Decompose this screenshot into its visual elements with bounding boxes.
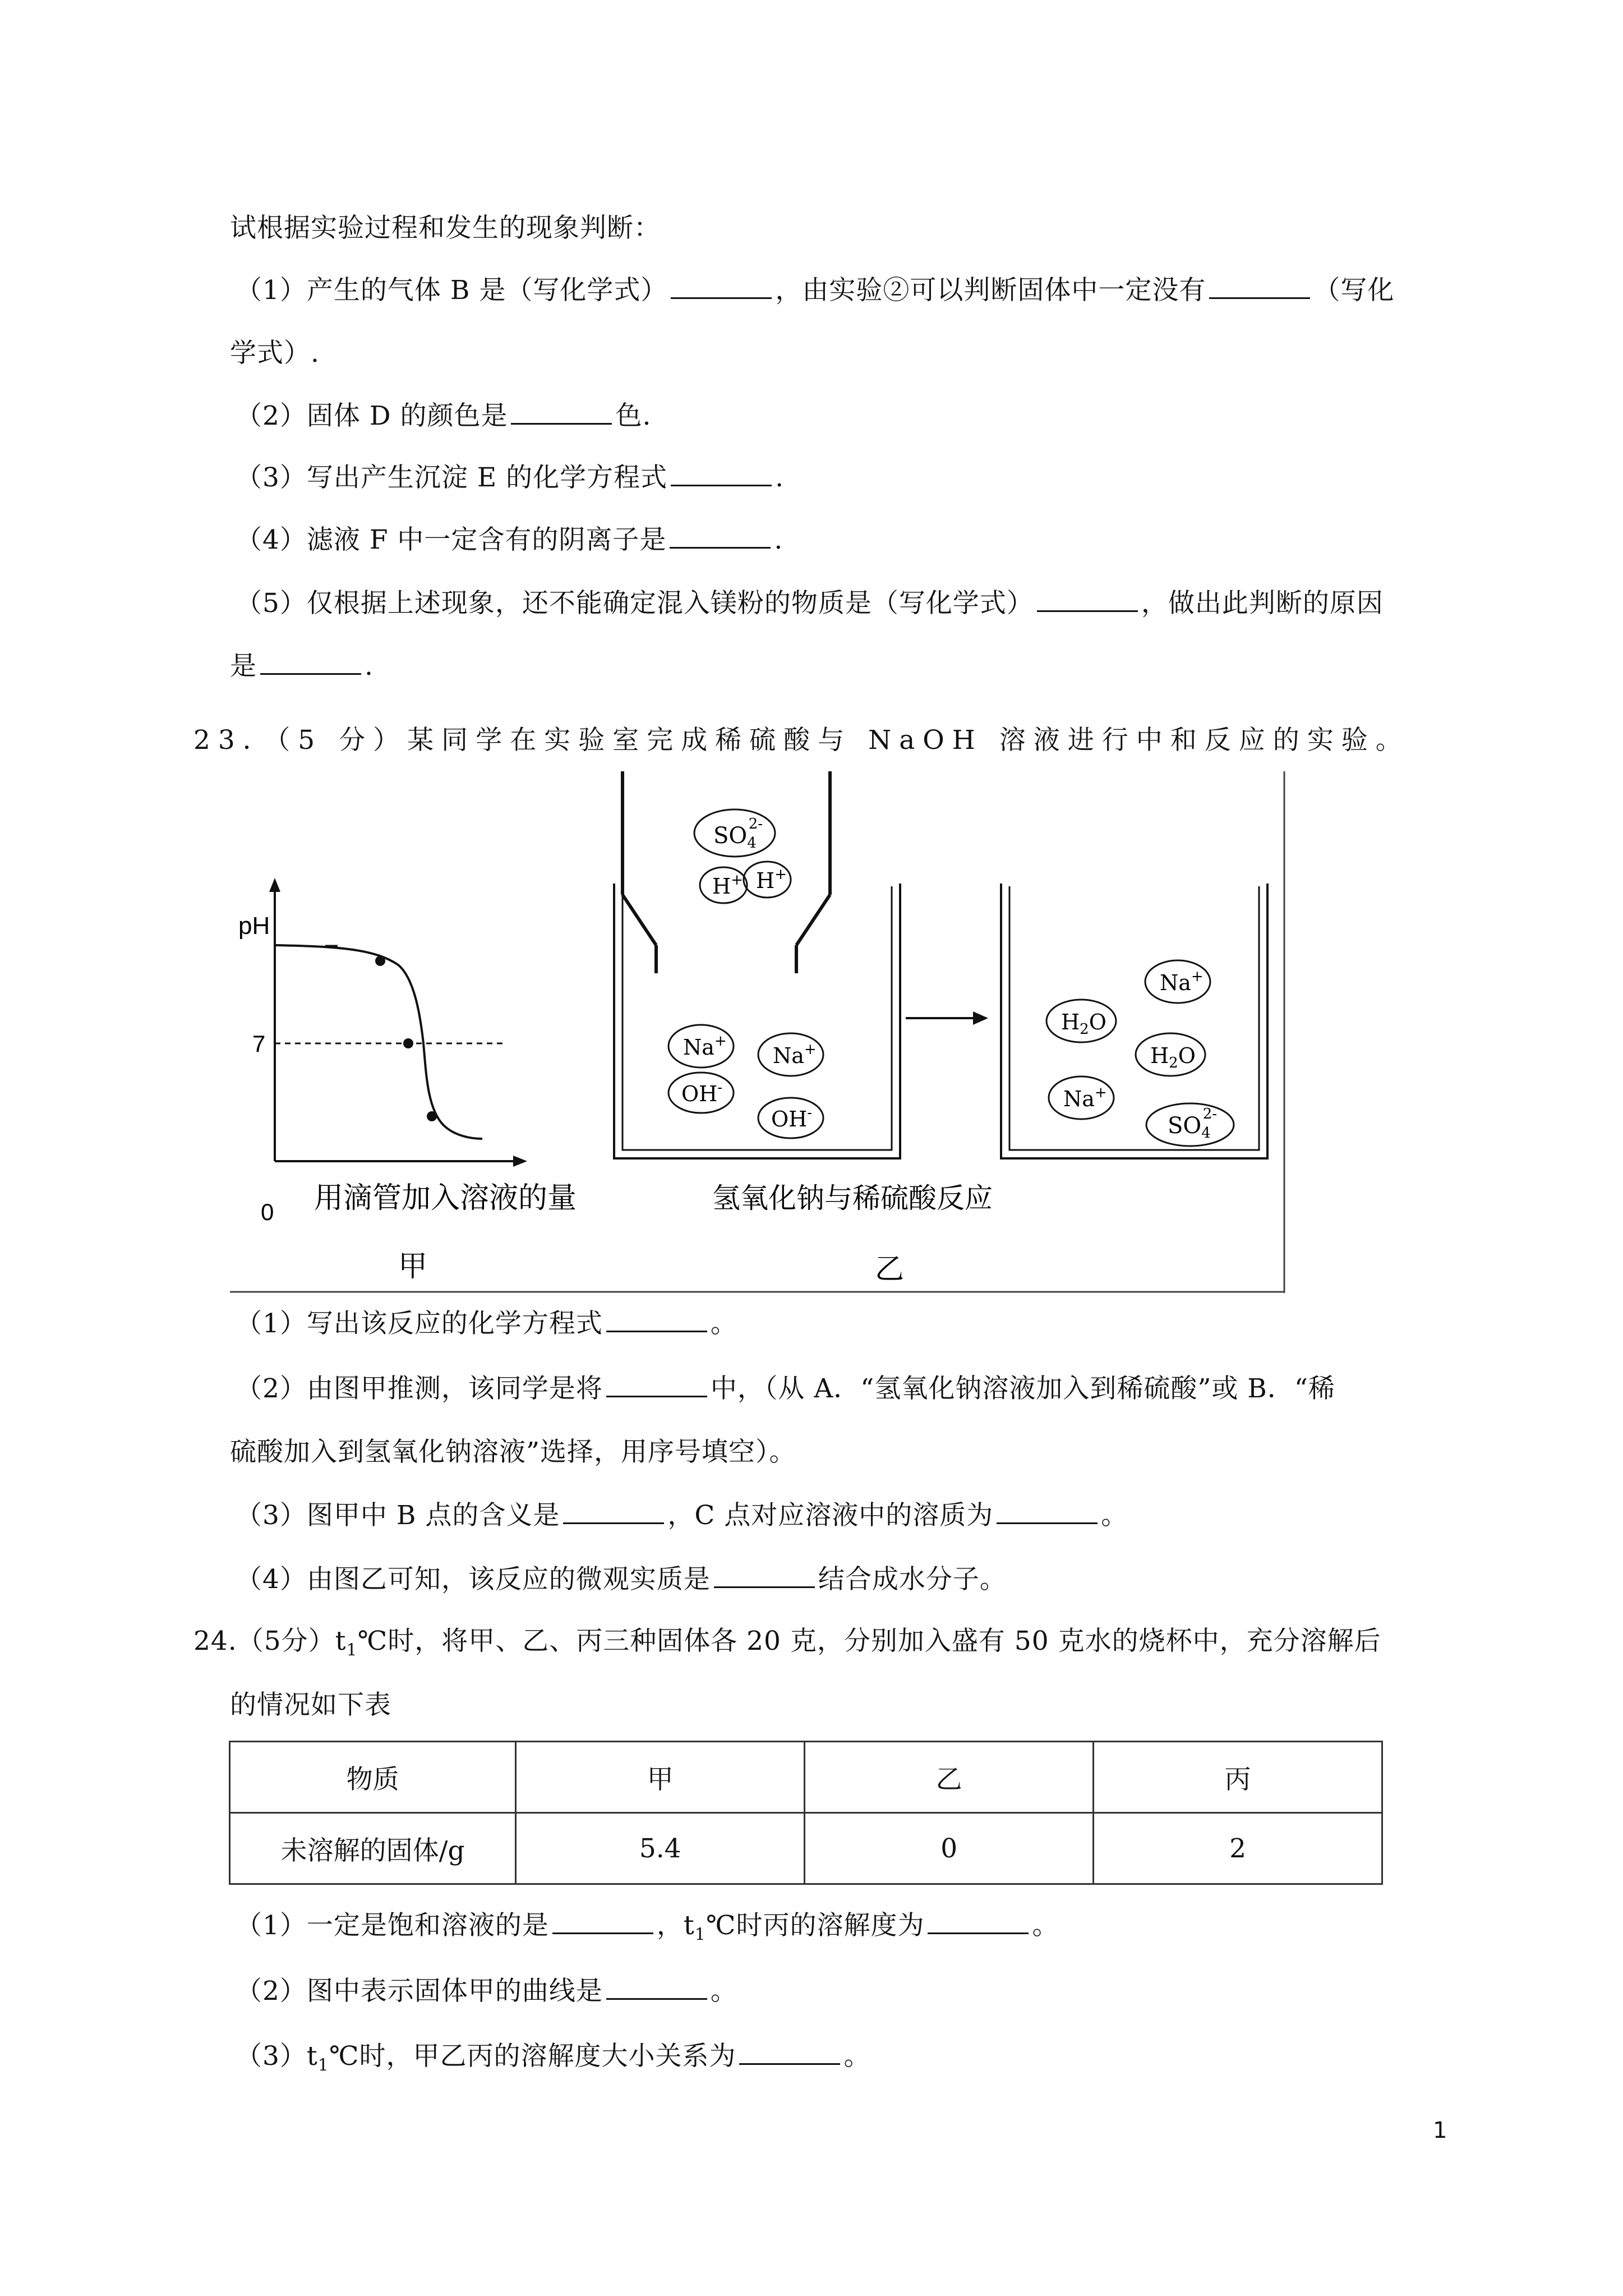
beaker-right-outer — [1001, 884, 1267, 1158]
svg-text:H2O: $H_2O$ — [1061, 1010, 1106, 1038]
x-axis-arrow — [513, 1156, 527, 1167]
svg-text:SO42-: $SO_42-$ — [713, 816, 763, 852]
neutralization-figure — [230, 771, 1293, 1293]
y-axis-arrow — [269, 878, 280, 892]
q23-part4: （4）由图乙可知，该反应的微观实质是 结合成水分子。 — [236, 1564, 1007, 1595]
caption-jia: 甲 — [398, 1250, 428, 1283]
beaker-before — [614, 771, 993, 1286]
q22-part3: （3）写出产生沉淀 E 的化学方程式 . — [236, 462, 785, 493]
ph-graph — [238, 878, 577, 1283]
answer-blank[interactable] — [563, 1500, 664, 1524]
svg-text:Na+: Na+ — [1063, 1084, 1107, 1111]
q23-part2: （2）由图甲推测，该同学是将 中，（从 A．“氢氧化钠溶液加入到稀硫酸”或 B．“稀 — [236, 1373, 1335, 1404]
y-axis-label: pH — [238, 912, 270, 940]
q24-part2: （2）图中表示固体甲的曲线是 。 — [236, 1976, 737, 2007]
beaker-left-outer — [614, 884, 900, 1158]
svg-text:Na+: Na+ — [1160, 968, 1204, 995]
point-d — [427, 1111, 437, 1121]
q23-part1: （1）写出该反应的化学方程式 。 — [236, 1308, 737, 1339]
q22-part5-cont: 是 . — [230, 651, 374, 682]
svg-text:OH-: OH- — [681, 1079, 723, 1106]
answer-blank[interactable] — [671, 275, 772, 299]
caption-yi: 乙 — [875, 1253, 905, 1286]
answer-blank[interactable] — [606, 1976, 707, 2000]
table-cell-jia: 5.4 — [516, 1813, 805, 1884]
solubility-table — [229, 1741, 1383, 1885]
q22-part1-cont: 学式）. — [230, 338, 320, 369]
reaction-caption: 氢氧化钠与稀硫酸反应 — [712, 1182, 993, 1214]
beaker-after — [1001, 884, 1267, 1158]
point-c — [403, 1038, 413, 1048]
q22-part1: （1）产生的气体 B 是（写化学式） ，由实验②可以判断固体中一定没有 （写化 — [236, 275, 1395, 306]
table-header-yi: 乙 — [805, 1742, 1094, 1813]
q22-part5: （5）仅根据上述现象，还不能确定混入镁粉的物质是（写化学式） ，做出此判断的原因 — [236, 588, 1384, 619]
q23-part2-cont: 硫酸加入到氢氧化钠溶液”选择，用序号填空）。 — [230, 1437, 796, 1467]
q22-part4: （4）滤液 F 中一定含有的阴离子是 . — [236, 524, 783, 555]
answer-blank[interactable] — [997, 1500, 1098, 1524]
svg-text:H+: H+ — [712, 872, 743, 899]
answer-blank[interactable] — [260, 651, 361, 675]
answer-blank[interactable] — [606, 1308, 707, 1332]
svg-text:OH-: OH- — [771, 1105, 813, 1131]
answer-blank[interactable] — [552, 1910, 653, 1934]
svg-text:H+: H+ — [756, 866, 787, 893]
answer-blank[interactable] — [1037, 588, 1138, 612]
page-number: 1 — [1433, 2118, 1447, 2143]
svg-text:H2O: $H_2O$ — [1150, 1043, 1196, 1071]
q24-part3: $(3)t_1℃$时，甲乙丙的溶解度大小关系为 。 — [236, 2041, 871, 2076]
table-header-substance: 物质 — [230, 1742, 516, 1813]
answer-blank[interactable] — [928, 1910, 1029, 1934]
svg-text:Na+: Na+ — [773, 1041, 817, 1068]
table-header-bing: 丙 — [1094, 1742, 1382, 1813]
ph-curve — [275, 945, 482, 1139]
table-row — [230, 1742, 1382, 1813]
intro-line: 试根据实验过程和发生的现象判断： — [230, 213, 661, 243]
table-header-jia: 甲 — [516, 1742, 805, 1813]
answer-blank[interactable] — [671, 462, 772, 486]
answer-blank[interactable] — [714, 1564, 815, 1588]
table-row-label: 未溶解的固体/g — [230, 1813, 516, 1884]
x-axis-label: 用滴管加入溶液的量 — [314, 1181, 577, 1215]
origin-label: 0 — [261, 1199, 274, 1225]
q24-part1: （1）一定是饱和溶液的是 ，$t_1℃$时丙的溶解度为 。 — [236, 1910, 1059, 1945]
answer-blank[interactable] — [606, 1373, 707, 1397]
point-b — [375, 956, 385, 966]
q23-title: 23．（5 分）某同学在实验室完成稀硫酸与 NaOH 溶液进行中和反应的实验。 — [193, 725, 1410, 756]
q24-title: 24.（5分）$t_1℃$时，将甲、乙、丙三种固体各 20 克，分别加入盛有 50 克水的烧杯中，充分溶解后 — [193, 1626, 1381, 1660]
q23-part3: （3）图甲中 B 点的含义是 ，C 点对应溶液中的溶质为 。 — [236, 1500, 1128, 1531]
svg-text:SO42-: $SO_42-$ — [1168, 1106, 1218, 1142]
table-cell-yi: 0 — [805, 1813, 1094, 1884]
svg-text:Na+: Na+ — [683, 1033, 727, 1060]
ph7-label: 7 — [252, 1030, 266, 1057]
answer-blank[interactable] — [739, 2041, 840, 2065]
table-cell-bing: 2 — [1094, 1813, 1382, 1884]
q22-part2: （2）固体 D 的颜色是 色. — [236, 401, 652, 431]
answer-blank[interactable] — [1209, 275, 1310, 299]
beaker-left-inner — [623, 886, 892, 1150]
table-row — [230, 1813, 1382, 1884]
answer-blank[interactable] — [670, 524, 771, 549]
q24-title-cont: 的情况如下表 — [230, 1690, 391, 1720]
answer-blank[interactable] — [511, 401, 612, 425]
reaction-arrowhead — [973, 1011, 988, 1025]
